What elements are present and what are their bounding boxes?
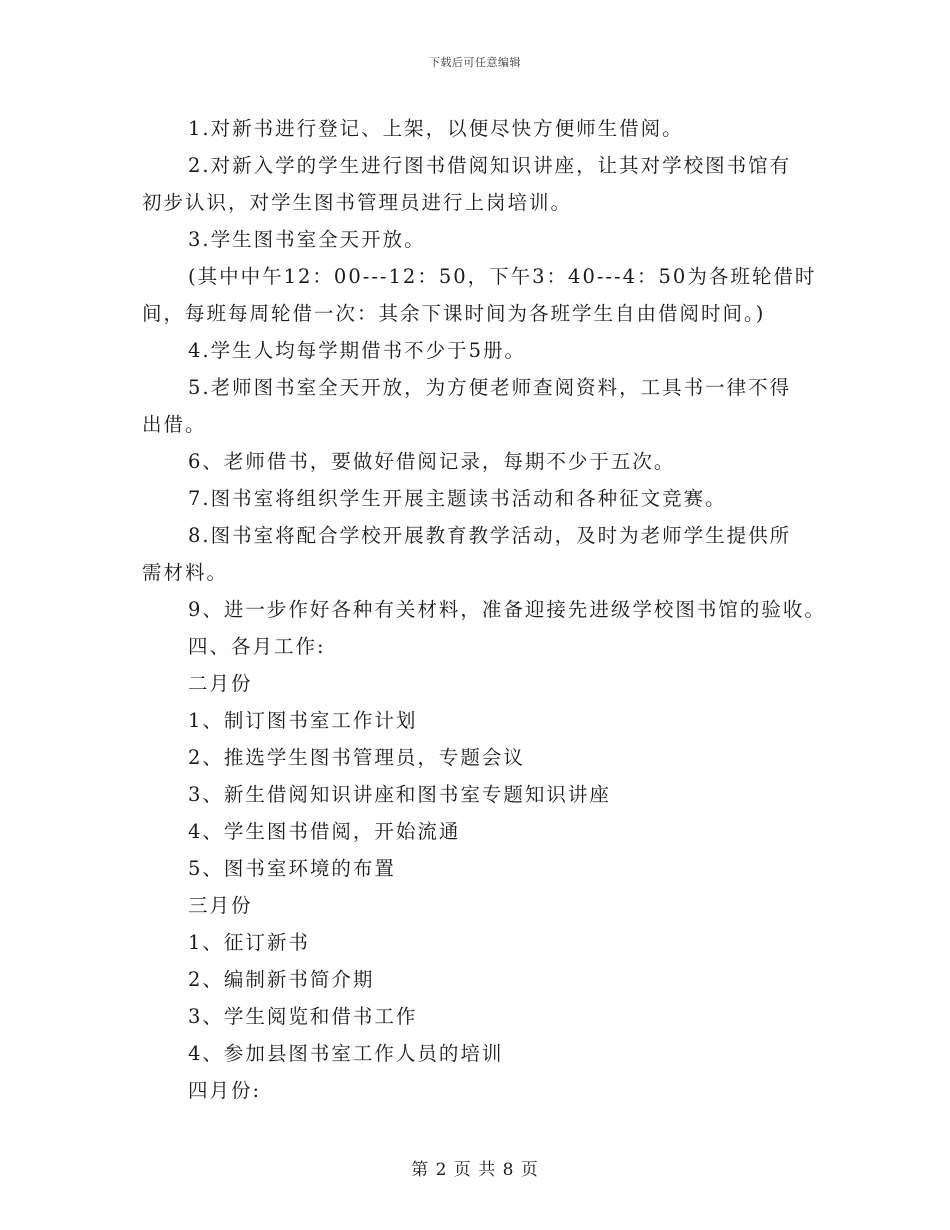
paragraph-line: 8.图书室将配合学校开展教育教学活动，及时为老师学生提供所 [188, 524, 792, 547]
paragraph-line: 3、学生阅览和借书工作 [188, 1005, 418, 1028]
paragraph-line: (其中中午12：00---12：50，下午3：40---4：50为各班轮借时 [188, 265, 817, 288]
paragraph-line: 2、推选学生图书管理员，专题会议 [188, 746, 525, 769]
paragraph-line: 6、老师借书，要做好借阅记录，每期不少于五次。 [188, 450, 676, 473]
paragraph-line: 需材料。 [142, 561, 229, 584]
paragraph-line: 9、进一步作好各种有关材料，准备迎接先进级学校图书馆的验收。 [188, 598, 826, 621]
paragraph-line: 二月份 [188, 672, 253, 695]
paragraph-line: 2、编制新书简介期 [188, 968, 375, 991]
paragraph-line: 4、参加县图书室工作人员的培训 [188, 1042, 504, 1065]
paragraph-line: 3、新生借阅知识讲座和图书室专题知识讲座 [188, 783, 611, 806]
paragraph-line: 间，每班每周轮借一次：其余下课时间为各班学生自由借阅时间。) [142, 302, 766, 325]
paragraph-line: 5、图书室环境的布置 [188, 857, 396, 880]
paragraph-line: 7.图书室将组织学生开展主题读书活动和各种征文竞赛。 [188, 487, 727, 510]
paragraph-line: 1.对新书进行登记、上架，以便尽快方便师生借阅。 [188, 117, 684, 140]
page-footer: 第 2 页 共 8 页 [411, 1160, 539, 1180]
paragraph-line: 初步认识，对学生图书管理员进行上岗培训。 [142, 191, 573, 214]
paragraph-line: 四、各月工作: [188, 635, 326, 658]
paragraph-line: 4.学生人均每学期借书不少于5册。 [188, 339, 527, 362]
document-body [142, 110, 832, 1109]
paragraph-line: 四月份: [188, 1079, 262, 1102]
paragraph-line: 2.对新入学的学生进行图书借阅知识讲座，让其对学校图书馆有 [188, 154, 792, 177]
paragraph-line: 三月份 [188, 894, 253, 917]
paragraph-line: 3.学生图书室全天开放。 [188, 228, 426, 251]
paragraph-line: 出借。 [142, 413, 207, 436]
paragraph-line: 1、征订新书 [188, 931, 310, 954]
header-note: 下载后可任意编辑 [429, 56, 521, 69]
paragraph-line: 5.老师图书室全天开放，为方便老师查阅资料，工具书一律不得 [188, 376, 792, 399]
paragraph-line: 1、制订图书室工作计划 [188, 709, 418, 732]
paragraph-line: 4、学生图书借阅，开始流通 [188, 820, 461, 843]
